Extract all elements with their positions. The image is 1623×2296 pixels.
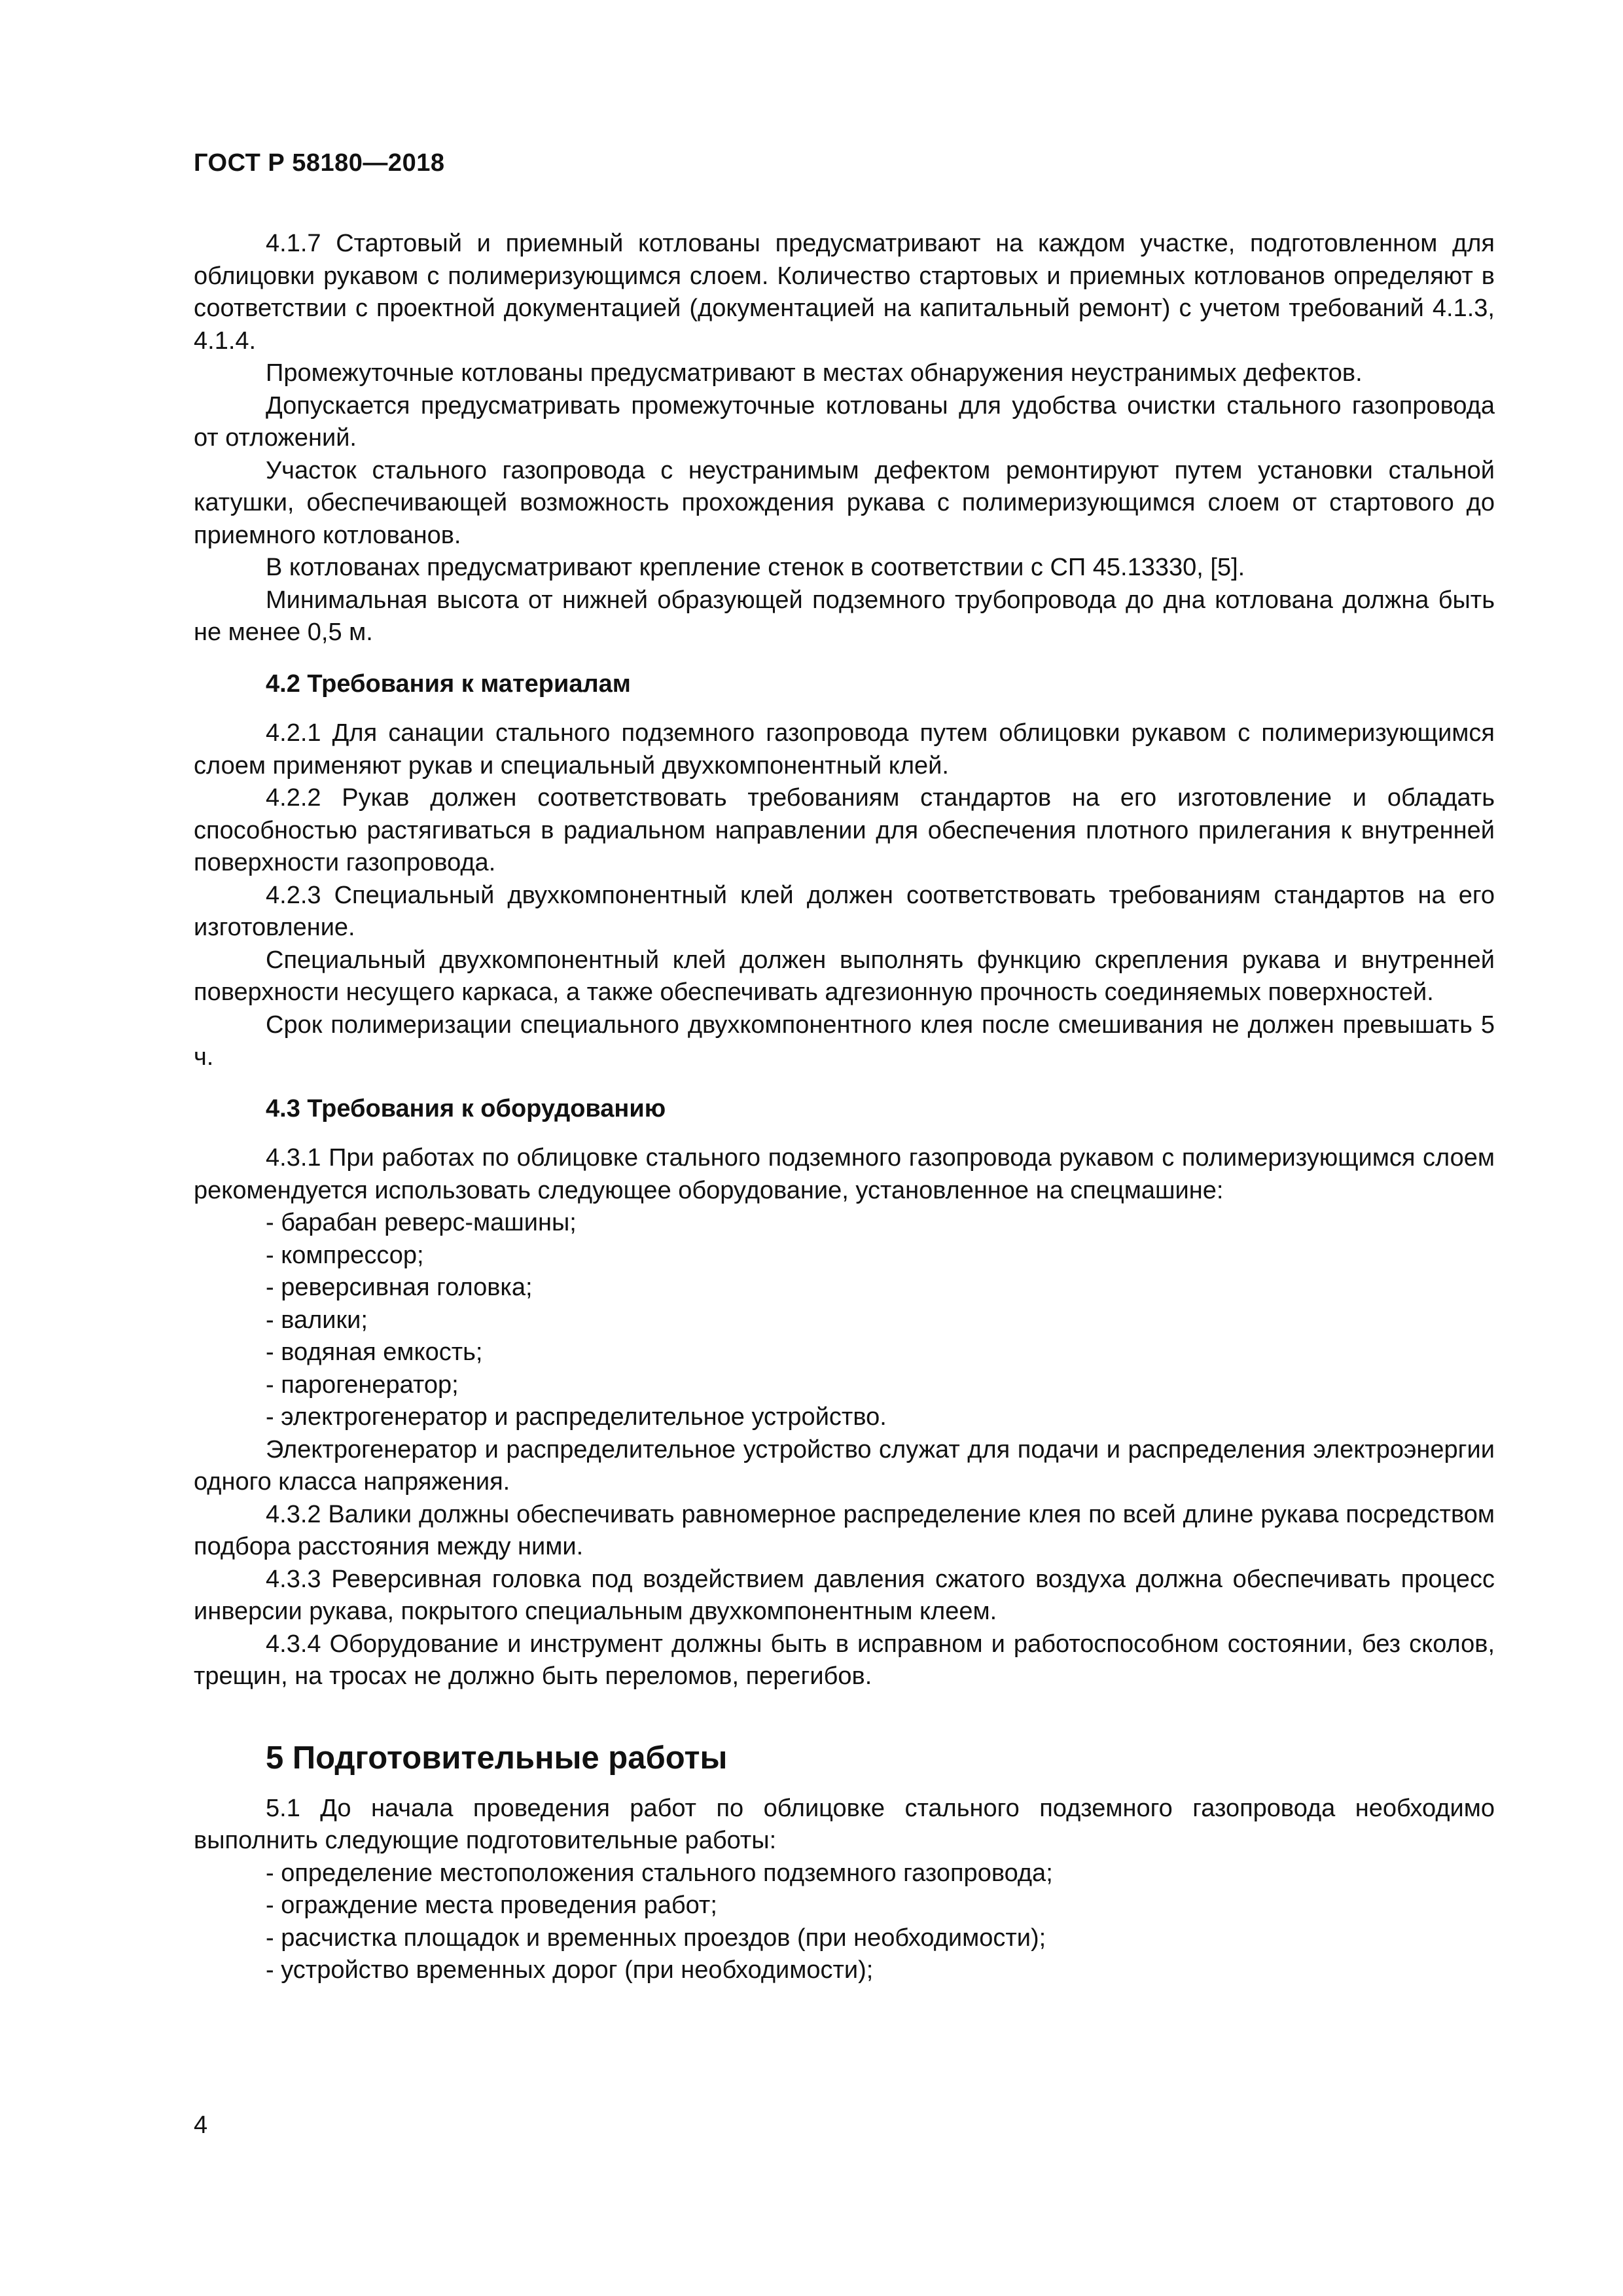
paragraph-4-3-2: 4.3.2 Валики должны обеспечивать равномерное распределение клея по всей длине рукава посредством подбора расстояния между ними. — [194, 1500, 1495, 1560]
paragraph-4-3-4: 4.3.4 Оборудование и инструмент должны быть в исправном и работоспособном состоянии, без сколов, трещин, на тросах не должно быть переломов, перегибов. — [194, 1630, 1495, 1690]
paragraph-4-3-3: 4.3.3 Реверсивная головка под воздействием давления сжатого воздуха должна обеспечивать процесс инверсии рукава, покрытого специальным двухкомпонентным клеем. — [194, 1565, 1495, 1625]
paragraph-4-3-1: 4.3.1 При работах по облицовке стального подземного газопровода рукавом с полимеризующимся слоем рекомендуется использовать следующее оборудование, установленное на спецмашине: — [194, 1144, 1495, 1204]
list-item: - электрогенератор и распределительное устройство. — [266, 1403, 887, 1431]
paragraph: Участок стального газопровода с неустранимым дефектом ремонтируют путем установки стальной катушки, обеспечивающей возможность прохождения рукава с полимеризующимся слоем от стартового до приемного котлованов. — [194, 456, 1495, 549]
paragraph-4-1-7: 4.1.7 Стартовый и приемный котлованы предусматривают на каждом участке, подготовленном для облицовки рукавом с полимеризующимся слоем. Количество стартовых и приемных котлованов определяют в соответствии с проектной документацией (документацией на капитальный ремонт) с учетом требований 4.1.3, 4.1.4. — [194, 230, 1495, 355]
paragraph-5-1: 5.1 До начала проведения работ по облицовке стального подземного газопровода необходимо выполнить следующие подготовительные работы: — [194, 1794, 1495, 1854]
section-heading-5: 5 Подготовительные работы — [266, 1740, 728, 1776]
paragraph: В котлованах предусматривают крепление стенок в соответствии с СП 45.13330, [5]. — [266, 554, 1245, 581]
list-item: - компрессор; — [266, 1241, 424, 1269]
paragraph: Электрогенератор и распределительное устройство служат для подачи и распределения электроэнергии одного класса напряжения. — [194, 1435, 1495, 1496]
section-heading-4-3: 4.3 Требования к оборудованию — [266, 1094, 666, 1122]
section-heading-4-2: 4.2 Требования к материалам — [266, 670, 631, 698]
list-item: - ограждение места проведения работ; — [266, 1892, 717, 1919]
paragraph-4-2-1: 4.2.1 Для санации стального подземного газопровода путем облицовки рукавом с полимеризующимся слоем применяют рукав и специальный двухкомпонентный клей. — [194, 719, 1495, 780]
list-item: - водяная емкость; — [266, 1338, 483, 1366]
list-item: - расчистка площадок и временных проездов (при необходимости); — [266, 1924, 1046, 1952]
list-item: - барабан реверс-машины; — [266, 1209, 577, 1236]
list-item: - устройство временных дорог (при необходимости); — [266, 1956, 874, 1984]
list-item: - валики; — [266, 1306, 368, 1334]
list-item: - парогенератор; — [266, 1371, 459, 1399]
paragraph: Допускается предусматривать промежуточные котлованы для удобства очистки стального газопровода от отложений. — [194, 391, 1495, 452]
paragraph: Срок полимеризации специального двухкомпонентного клея после смешивания не должен превышать 5 ч. — [194, 1011, 1495, 1071]
list-item: - реверсивная головка; — [266, 1274, 533, 1301]
list-item: - определение местоположения стального подземного газопровода; — [266, 1859, 1053, 1887]
paragraph: Промежуточные котлованы предусматривают в местах обнаружения неустранимых дефектов. — [266, 359, 1363, 387]
document-body — [194, 228, 1495, 1987]
paragraph-4-2-3: 4.2.3 Специальный двухкомпонентный клей должен соответствовать требованиям стандартов на его изготовление. — [194, 881, 1495, 941]
paragraph: Специальный двухкомпонентный клей должен выполнять функцию скрепления рукава и внутренней поверхности несущего каркаса, а также обеспечивать адгезионную прочность соединяемых поверхностей. — [194, 946, 1495, 1006]
document-header: ГОСТ Р 58180—2018 — [194, 149, 445, 177]
paragraph: Минимальная высота от нижней образующей подземного трубопровода до дна котлована должна быть не менее 0,5 м. — [194, 586, 1495, 646]
paragraph-4-2-2: 4.2.2 Рукав должен соответствовать требованиям стандартов на его изготовление и обладать способностью растягиваться в радиальном направлении для обеспечения плотного прилегания к внутренней поверхности газопровода. — [194, 784, 1495, 876]
page-number: 4 — [194, 2111, 208, 2139]
